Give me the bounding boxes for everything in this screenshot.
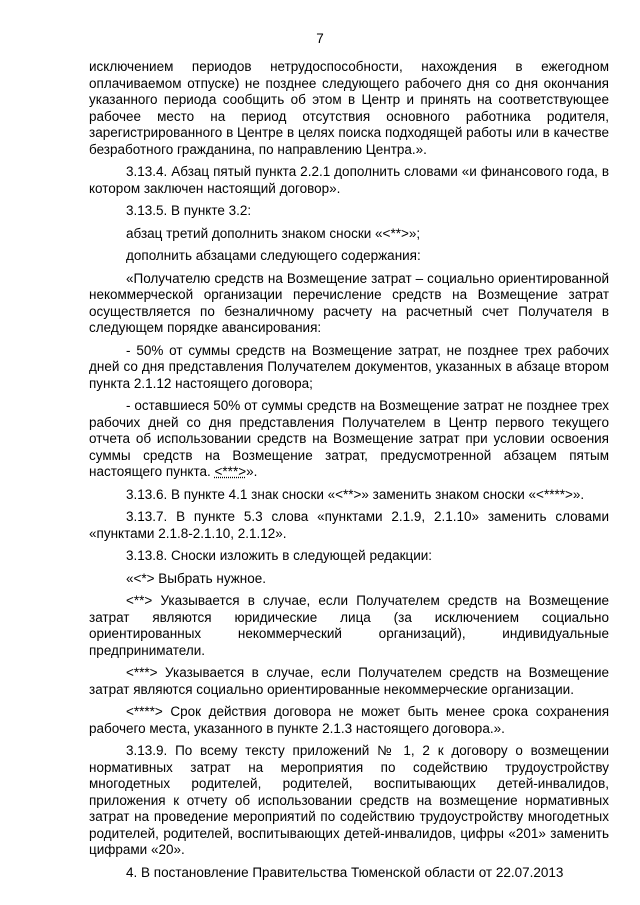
- document-body: [89, 59, 609, 881]
- paragraph-3-13-9: 3.13.9. По всему тексту приложений № 1, 2 к договору о возмещении нормативных затрат на мероприятия по содействию трудоустройству многодетных родителей, родителей, воспитывающих детей-инвалидов, приложения к отчету об использовании средств на возмещение нормативных затрат на проведение мероприятий по содействию трудоустройству многодетных родителей, родителей, воспитывающих детей-инвалидов, цифры «201» заменить цифрами «20».: [89, 743, 609, 857]
- paragraph-50-percent-remaining-end: ».: [246, 464, 258, 479]
- paragraph-3-13-7: 3.13.7. В пункте 5.3 слова «пунктами 2.1.9, 2.1.10» заменить словами «пунктами 2.1.8-2.1.10, 2.1.12».: [89, 509, 609, 541]
- paragraph-50-percent-remaining-text: - оставшиеся 50% от суммы средств на Возмещение затрат не позднее трех рабочих дней со дня представления Получателем в Центр первого текущего отчета об использовании средств на Возмещение затрат при условии освоения суммы средств на Возмещение затрат, предусмотренной абзацем пятым настоящего пункта.: [89, 398, 609, 479]
- paragraph-abzac-tretiy: абзац третий дополнить знаком сноски «<**>»;: [126, 225, 421, 241]
- footnote-2: <**> Указывается в случае, если Получателем средств на Возмещение затрат являются юридические лица (за исключением социально ориентированных некоммерческий организаций), индивидуальные предприниматели.: [89, 593, 609, 658]
- footnote-4: <****> Срок действия договора не может быть менее срока сохранения рабочего места, указанного в пункте 2.1.3 настоящего договора.».: [89, 704, 609, 736]
- paragraph-3-13-8: 3.13.8. Сноски изложить в следующей редакции:: [126, 548, 433, 563]
- paragraph-dopolnit-abzacami: дополнить абзацами следующего содержания:: [126, 248, 421, 263]
- paragraph-continuation: исключением периодов нетрудоспособности, нахождения в ежегодном оплачиваемом отпуске) не позднее следующего рабочего дня со дня окончания указанного периода сообщить об этом в Центр и принять на соответствующее рабочее место на период отсутствия основного работника родителя, зарегистрированного в Центре в целях поиска подходящей работы или в качестве безработного гражданина, по направлению Центра.».: [89, 59, 609, 157]
- paragraph-3-13-6: 3.13.6. В пункте 4.1 знак сноски «<**>» заменить знаком сноски «<****>».: [126, 486, 585, 502]
- footnote-reference-link[interactable]: <***>: [214, 464, 247, 479]
- paragraph-poluchatelyu-sredstv: «Получателю средств на Возмещение затрат – социально ориентированной некоммерческой организации перечисление средств на Возмещение затрат осуществляется по безналичному расчету на расчетный счет Получателя в следующем порядке авансирования:: [89, 270, 609, 335]
- paragraph-3-13-5: 3.13.5. В пункте 3.2:: [126, 203, 252, 218]
- page-number: 7: [316, 31, 324, 46]
- paragraph-4: 4. В постановление Правительства Тюменской области от 22.07.2013: [126, 864, 564, 880]
- paragraph-50-percent-remaining: [89, 398, 609, 481]
- paragraph-50-percent-first: - 50% от суммы средств на Возмещение затрат, не позднее трех рабочих дней со дня представления Получателем документов, указанных в абзаце втором пункта 2.1.12 настоящего договора;: [89, 342, 609, 391]
- footnote-1: «<*> Выбрать нужное.: [126, 570, 267, 586]
- paragraph-3-13-4: 3.13.4. Абзац пятый пункта 2.2.1 дополнить словами «и финансового года, в котором заключен настоящий договор».: [89, 164, 609, 196]
- footnote-3: <***> Указывается в случае, если Получателем средств на Возмещение затрат являются социально ориентированные некоммерческие организации.: [89, 665, 609, 697]
